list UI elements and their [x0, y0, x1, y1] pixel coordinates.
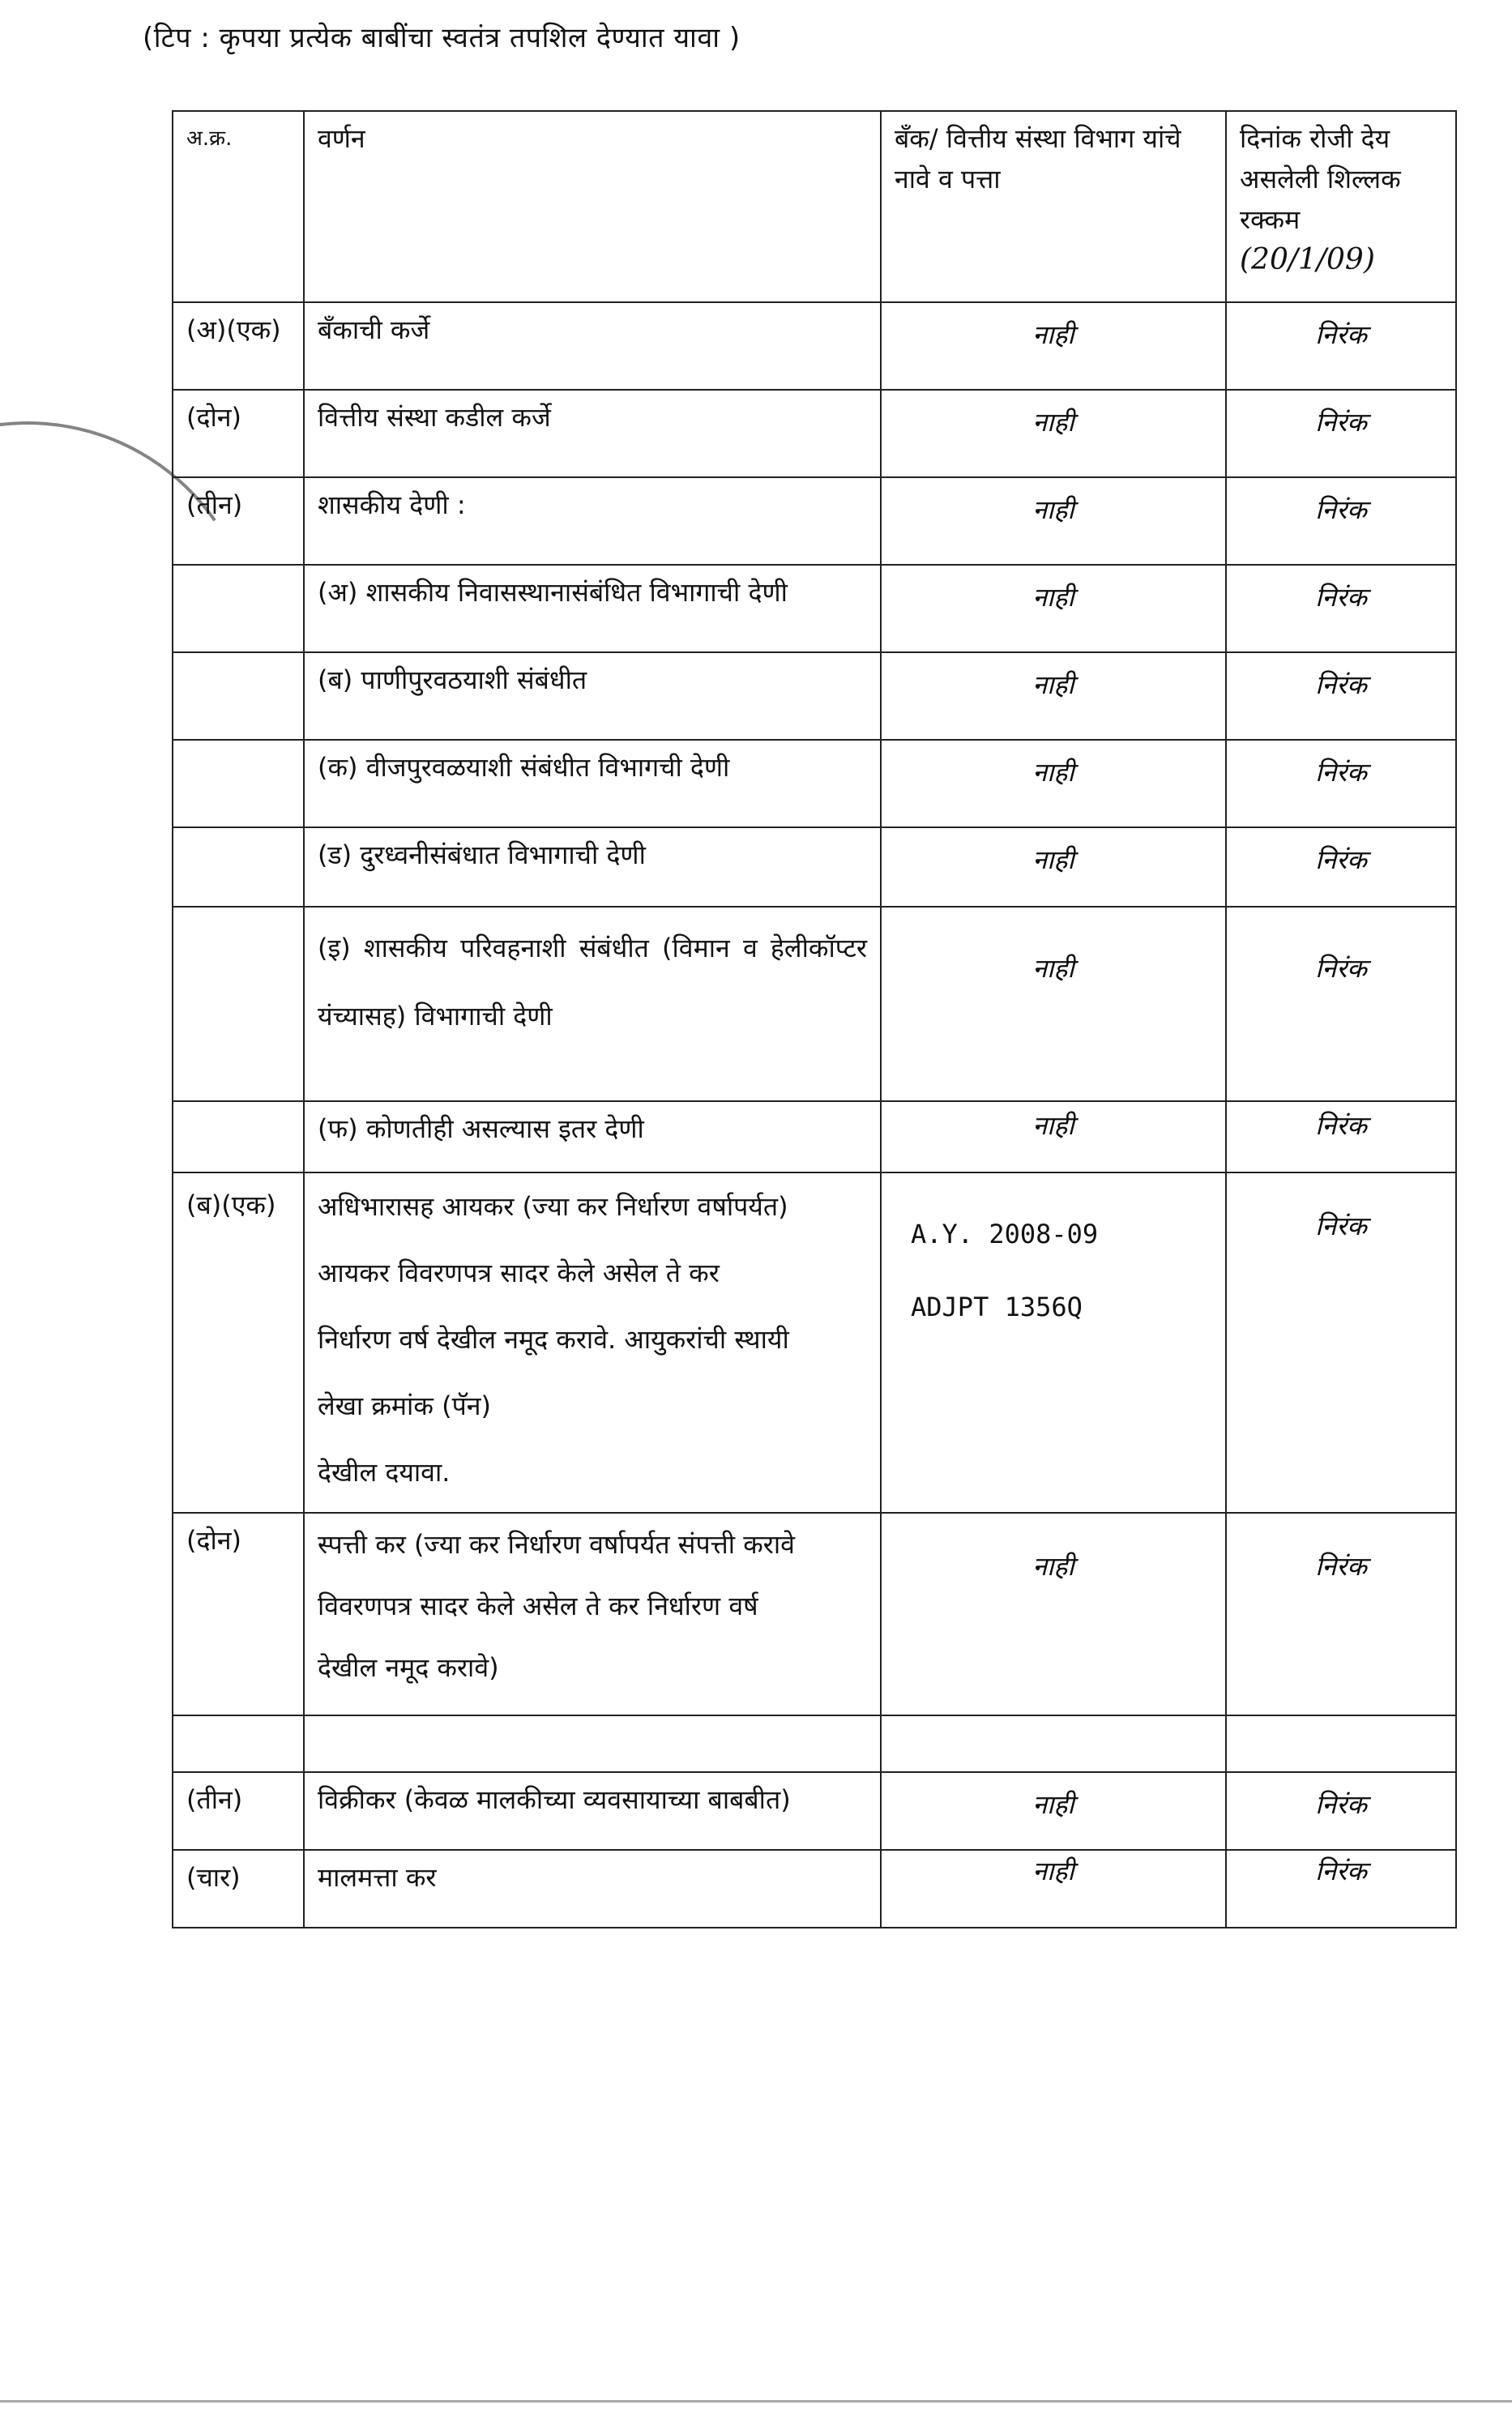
row-description: (इ) शासकीय परिवहनाशी संबंधीत (विमान व हेलीकॉप्टर यंच्यासह) विभागाची देणी [304, 907, 881, 1101]
liabilities-table [172, 110, 1457, 1928]
table-row [173, 740, 1456, 827]
table-row [173, 827, 1456, 907]
wealth-line: विवरणपत्र सादर केले असेल ते कर निर्धारण वर्ष [318, 1591, 758, 1621]
row-description: मालमत्ता कर [304, 1850, 881, 1928]
row-amount: निरंक [1226, 1850, 1456, 1928]
row-bank: नाही [881, 302, 1226, 390]
row-description: विक्रीकर (केवळ मालकीच्या व्यवसायाच्या बाबबीत) [304, 1772, 881, 1850]
row-amount: निरंक [1226, 565, 1456, 652]
row-amount: निरंक [1226, 652, 1456, 740]
row-description: (ड) दुरध्वनीसंबंधात विभागाची देणी [304, 827, 881, 907]
wealth-line: स्पत्ती कर (ज्या कर निर्धारण वर्षापर्यत संपत्ती करावे [318, 1529, 795, 1560]
row-amount: निरंक [1226, 1772, 1456, 1850]
income-tax-row [173, 1172, 1456, 1513]
row-description: शासकीय देणी : [304, 477, 881, 565]
table-row [173, 302, 1456, 390]
row-amount: निरंक [1226, 1101, 1456, 1172]
row-serial: (तीन) [173, 1772, 304, 1850]
wealth-line: देखील नमूद करावे) [318, 1652, 499, 1683]
header-bank: बॅंक/ वित्तीय संस्था विभाग यांचे नावे व पत्ता [881, 111, 1226, 302]
header-description: वर्णन [304, 111, 881, 302]
table-row [173, 565, 1456, 652]
row-serial: (तीन) [173, 477, 304, 565]
row-amount: निरंक [1226, 1172, 1456, 1513]
row-serial [173, 1101, 304, 1172]
row-serial: (चार) [173, 1850, 304, 1928]
table-row [173, 1772, 1456, 1850]
row-serial: (ब)(एक) [173, 1172, 304, 1513]
row-amount: निरंक [1226, 477, 1456, 565]
tax-line: देखील दयावा. [318, 1457, 451, 1488]
row-amount: निरंक [1226, 1513, 1456, 1715]
table-row [173, 1101, 1456, 1172]
row-bank [881, 1172, 1226, 1513]
row-amount: निरंक [1226, 302, 1456, 390]
row-serial: (दोन) [173, 1513, 304, 1715]
row-serial [173, 652, 304, 740]
row-description [304, 1513, 881, 1715]
tax-line: निर्धारण वर्ष देखील नमूद करावे. आयुकरांची स्थायी [318, 1324, 789, 1355]
table-row [173, 390, 1456, 477]
row-description: (ब) पाणीपुरवठयाशी संबंधीत [304, 652, 881, 740]
table-row [173, 1850, 1456, 1928]
row-description [304, 1172, 881, 1513]
table-row [173, 652, 1456, 740]
header-amount-label: दिनांक रोजी देय असलेली शिल्लक रक्कम [1240, 123, 1401, 235]
row-amount: निरंक [1226, 827, 1456, 907]
row-bank: नाही [881, 1101, 1226, 1172]
row-serial [173, 565, 304, 652]
empty-row [173, 1715, 1456, 1772]
scan-edge-line [0, 2400, 1512, 2403]
row-bank: नाही [881, 1850, 1226, 1928]
assessment-year: A.Y. 2008-09 [911, 1219, 1099, 1249]
row-description: (अ) शासकीय निवासस्थानासंबंधित विभागाची देणी [304, 565, 881, 652]
row-bank: नाही [881, 740, 1226, 827]
pan-number: ADJPT 1356Q [911, 1292, 1083, 1322]
table-row [173, 907, 1456, 1101]
row-bank: नाही [881, 827, 1226, 907]
table-header-row [173, 111, 1456, 302]
row-amount: निरंक [1226, 390, 1456, 477]
tax-line: आयकर विवरणपत्र सादर केले असेल ते कर [318, 1258, 720, 1288]
row-description: (क) वीजपुरवळयाशी संबंधीत विभागची देणी [304, 740, 881, 827]
header-serial: अ.क्र. [173, 111, 304, 302]
row-serial: (दोन) [173, 390, 304, 477]
row-bank: नाही [881, 1772, 1226, 1850]
row-bank: नाही [881, 565, 1226, 652]
row-serial: (अ)(एक) [173, 302, 304, 390]
row-bank: नाही [881, 390, 1226, 477]
row-description: (फ) कोणतीही असल्यास इतर देणी [304, 1101, 881, 1172]
row-amount: निरंक [1226, 907, 1456, 1101]
row-description: वित्तीय संस्था कडील कर्जे [304, 390, 881, 477]
tax-line: लेखा क्रमांक (पॅन) [318, 1390, 491, 1421]
row-serial [173, 740, 304, 827]
table-row [173, 477, 1456, 565]
instruction-note: (टिप : कृपया प्रत्येक बाबींचा स्वतंत्र तपशिल देण्यात यावा ) [143, 22, 741, 54]
row-bank: नाही [881, 1513, 1226, 1715]
row-description: बॅंकाची कर्जे [304, 302, 881, 390]
tax-line: अधिभारासह आयकर (ज्या कर निर्धारण वर्षापर्यत) [318, 1191, 788, 1222]
row-serial [173, 907, 304, 1101]
row-bank: नाही [881, 477, 1226, 565]
header-date: (20/1/09) [1240, 243, 1375, 276]
row-amount: निरंक [1226, 740, 1456, 827]
row-bank: नाही [881, 907, 1226, 1101]
row-serial [173, 827, 304, 907]
header-amount [1226, 111, 1456, 302]
row-bank: नाही [881, 652, 1226, 740]
wealth-tax-row [173, 1513, 1456, 1715]
